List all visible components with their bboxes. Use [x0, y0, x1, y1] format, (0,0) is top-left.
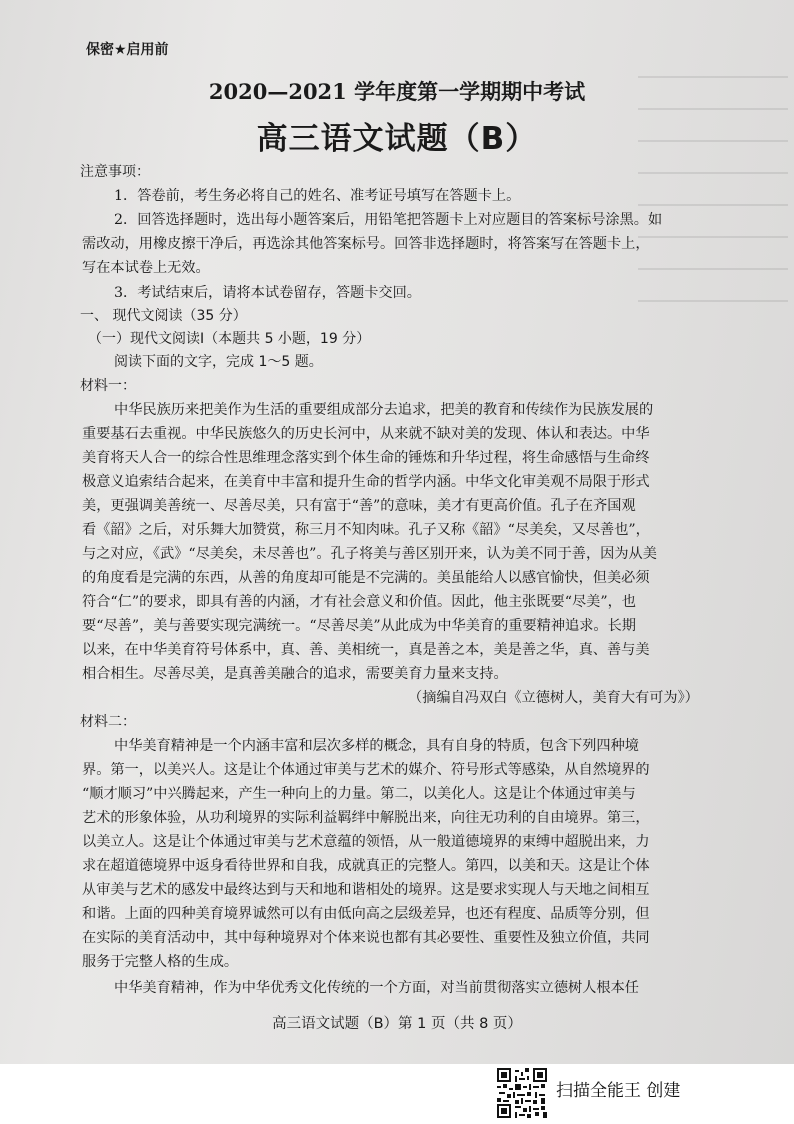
material1-line: 极意义追索结合起来，在美育中丰富和提升生命的哲学内涵。中华文化审美观不局限于形式 — [82, 474, 650, 490]
section-heading: 一、 现代文阅读（35 分） — [80, 308, 247, 324]
material1-line: 美育将天人合一的综合性思维理念落实到个体生命的锤炼和升华过程，将生命感悟与生命终 — [82, 450, 650, 466]
material1-line: 相合相生。尽善尽美，是真善美融合的追求，需要美育力量来支持。 — [82, 666, 508, 682]
material1-line: 符合“仁”的要求，即具有善的内涵，才有社会意义和价值。因此，他主张既要“尽美”，也 — [82, 594, 636, 610]
material1-source: （摘编自冯双白《立德树人，美育大有可为》） — [408, 690, 699, 706]
material2-line: 艺术的形象体验，从功利境界的实际利益羁绊中解脱出来，向往无功利的自由境界。第三， — [82, 810, 650, 826]
notice-item: 需改动，用橡皮擦干净后，再选涂其他答案标号。回答非选择题时，将答案写在答题卡上， — [82, 236, 650, 252]
section-instruction: 阅读下面的文字，完成 1～5 题。 — [114, 354, 323, 370]
material1-line: 以来，在中华美育符号体系中，真、善、美相统一，真是善之本，美是善之华，真、善与美 — [82, 642, 650, 658]
material2-line: 在实际的美育活动中，其中每种境界对个体来说也都有其必要性、重要性及独立价值，共同 — [82, 930, 650, 946]
subject-title: 高三语文试题（B） — [256, 121, 538, 157]
confidential-label: 保密★启用前 — [86, 42, 169, 58]
scanner-watermark: 扫描全能王 创建 — [556, 1081, 681, 1101]
qr-code-icon — [497, 1068, 547, 1118]
material1-line: 看《韶》之后，对乐舞大加赞赏，称三月不知肉味。孔子又称《韶》“尽美矣，又尽善也”， — [82, 522, 650, 538]
page-footer: 高三语文试题（B）第 1 页（共 8 页） — [272, 1016, 522, 1032]
notice-title: 注意事项： — [80, 164, 150, 180]
material2-line: 中华美育精神，作为中华优秀文化传统的一个方面，对当前贯彻落实立德树人根本任 — [114, 980, 639, 996]
notice-item: 1．答卷前，考生务必将自己的姓名、准考证号填写在答题卡上。 — [114, 188, 521, 204]
material2-line: 从审美与艺术的感发中最终达到与天和地和谐相处的境界。这是要求实现人与天地之间相互 — [82, 882, 650, 898]
notice-item: 写在本试卷上无效。 — [82, 260, 210, 276]
material1-line: 的角度看是完满的东西，从善的角度却可能是不完满的。美虽能给人以感官愉快，但美必须 — [82, 570, 650, 586]
material2-line: 中华美育精神是一个内涵丰富和层次多样的概念，具有自身的特质，包含下列四种境 — [114, 738, 639, 754]
material1-line: 美，更强调美善统一、尽善尽美，只有富于“善”的意味，美才有更高价值。孔子在齐国观 — [82, 498, 636, 514]
section-subheading: （一）现代文阅读Ⅰ（本题共 5 小题，19 分） — [88, 331, 371, 347]
material1-line: 重要基石去重视。中华民族悠久的历史长河中，从来就不缺对美的发现、体认和表达。中华 — [82, 426, 650, 442]
material1-line: 中华民族历来把美作为生活的重要组成部分去追求，把美的教育和传续作为民族发展的 — [114, 402, 654, 418]
material2-line: “顺才顺习”中兴腾起来，产生一种向上的力量。第二，以美化人。这是让个体通过审美与 — [82, 786, 636, 802]
material2-line: 服务于完整人格的生成。 — [82, 954, 239, 970]
exam-title: 2020—2021 学年度第一学期期中考试 — [208, 79, 586, 104]
material1-label: 材料一： — [80, 378, 136, 394]
material2-label: 材料二： — [80, 714, 136, 730]
material2-line: 求在超道德境界中返身看待世界和自我，成就真正的完整人。第四，以美和天。这是让个体 — [82, 858, 650, 874]
material2-line: 以美立人。这是让个体通过审美与艺术意蕴的领悟，从一般道德境界的束缚中超脱出来，力 — [82, 834, 650, 850]
material2-line: 和谐。上面的四种美育境界诚然可以有由低向高之层级差异，也还有程度、品质等分别，但 — [82, 906, 650, 922]
material1-line: 要“尽善”，美与善要实现完满统一。“尽善尽美”从此成为中华美育的重要精神追求。长期 — [82, 618, 636, 634]
material1-line: 与之对应，《武》“尽美矣，未尽善也”。孔子将美与善区别开来，认为美不同于善，因为从美 — [82, 546, 657, 562]
notice-item: 3．考试结束后，请将本试卷留存，答题卡交回。 — [114, 285, 421, 301]
material2-line: 界。第一，以美兴人。这是让个体通过审美与艺术的媒介、符号形式等感染，从自然境界的 — [82, 762, 650, 778]
notice-item: 2．回答选择题时，选出每小题答案后，用铅笔把答题卡上对应题目的答案标号涂黑。如 — [114, 212, 663, 228]
